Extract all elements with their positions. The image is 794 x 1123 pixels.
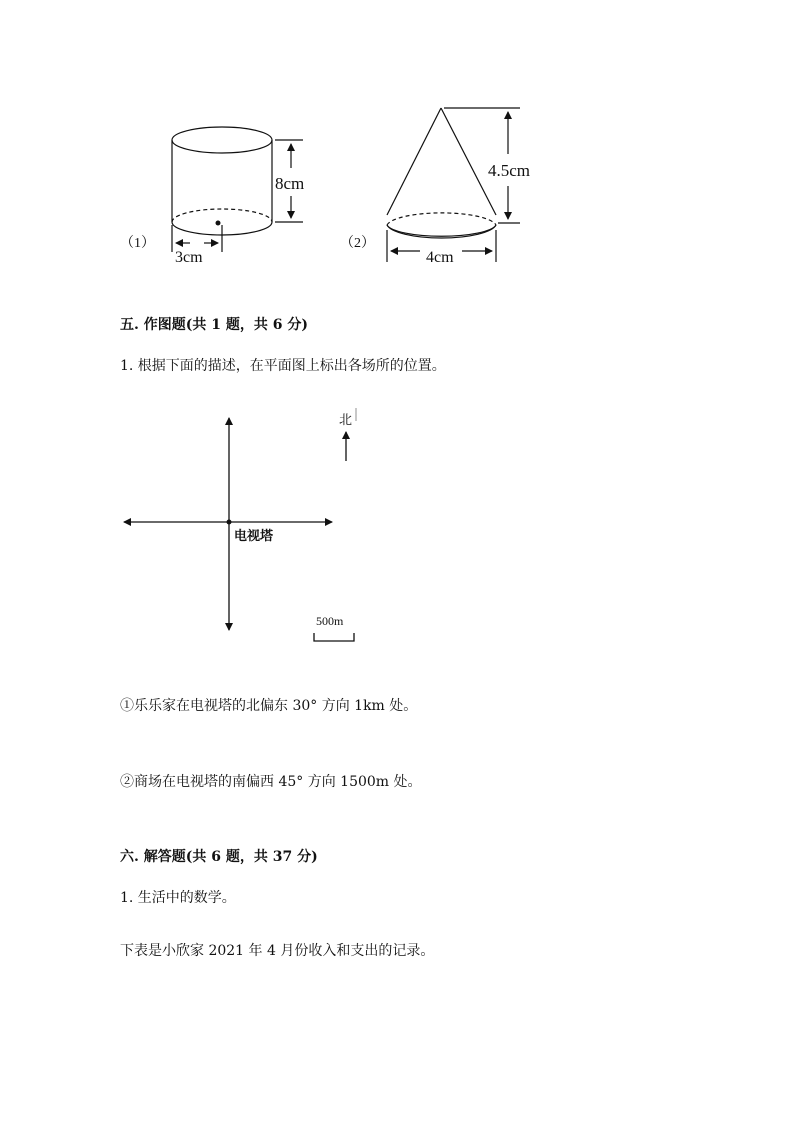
- north-label: 北: [339, 412, 353, 427]
- section-5-question-1: 1. 根据下面的描述，在平面图上标出各场所的位置。: [120, 358, 446, 374]
- section-6-title: 六. 解答题(共 6 题，共 37 分): [120, 849, 318, 865]
- section-6-description: 下表是小欣家 2021 年 4 月份收入和支出的记录。: [120, 943, 435, 959]
- section-5-item-1: ①乐乐家在电视塔的北偏东 30° 方向 1km 处。: [120, 698, 418, 714]
- solid-figures: [0, 0, 794, 290]
- section-6-question-1: 1. 生活中的数学。: [120, 890, 236, 906]
- cylinder-radius-label: 3cm: [175, 249, 203, 266]
- scale-label: 500m: [316, 614, 344, 628]
- cone-diameter-label: 4cm: [426, 249, 454, 266]
- section-5-item-2: ②商场在电视塔的南偏西 45° 方向 1500m 处。: [120, 774, 422, 790]
- cone-index-label: （2）: [340, 236, 375, 251]
- tv-tower-point: [227, 520, 232, 525]
- tv-tower-label: 电视塔: [234, 528, 274, 543]
- location-map: [0, 395, 794, 655]
- section-5-title: 五. 作图题(共 1 题，共 6 分): [120, 317, 308, 333]
- cone-figure: [387, 108, 520, 262]
- cone-height-label: 4.5cm: [488, 161, 531, 180]
- cylinder-index-label: （1）: [120, 236, 155, 251]
- scale-bar: [314, 633, 354, 641]
- cylinder-height-label: 8cm: [275, 174, 305, 193]
